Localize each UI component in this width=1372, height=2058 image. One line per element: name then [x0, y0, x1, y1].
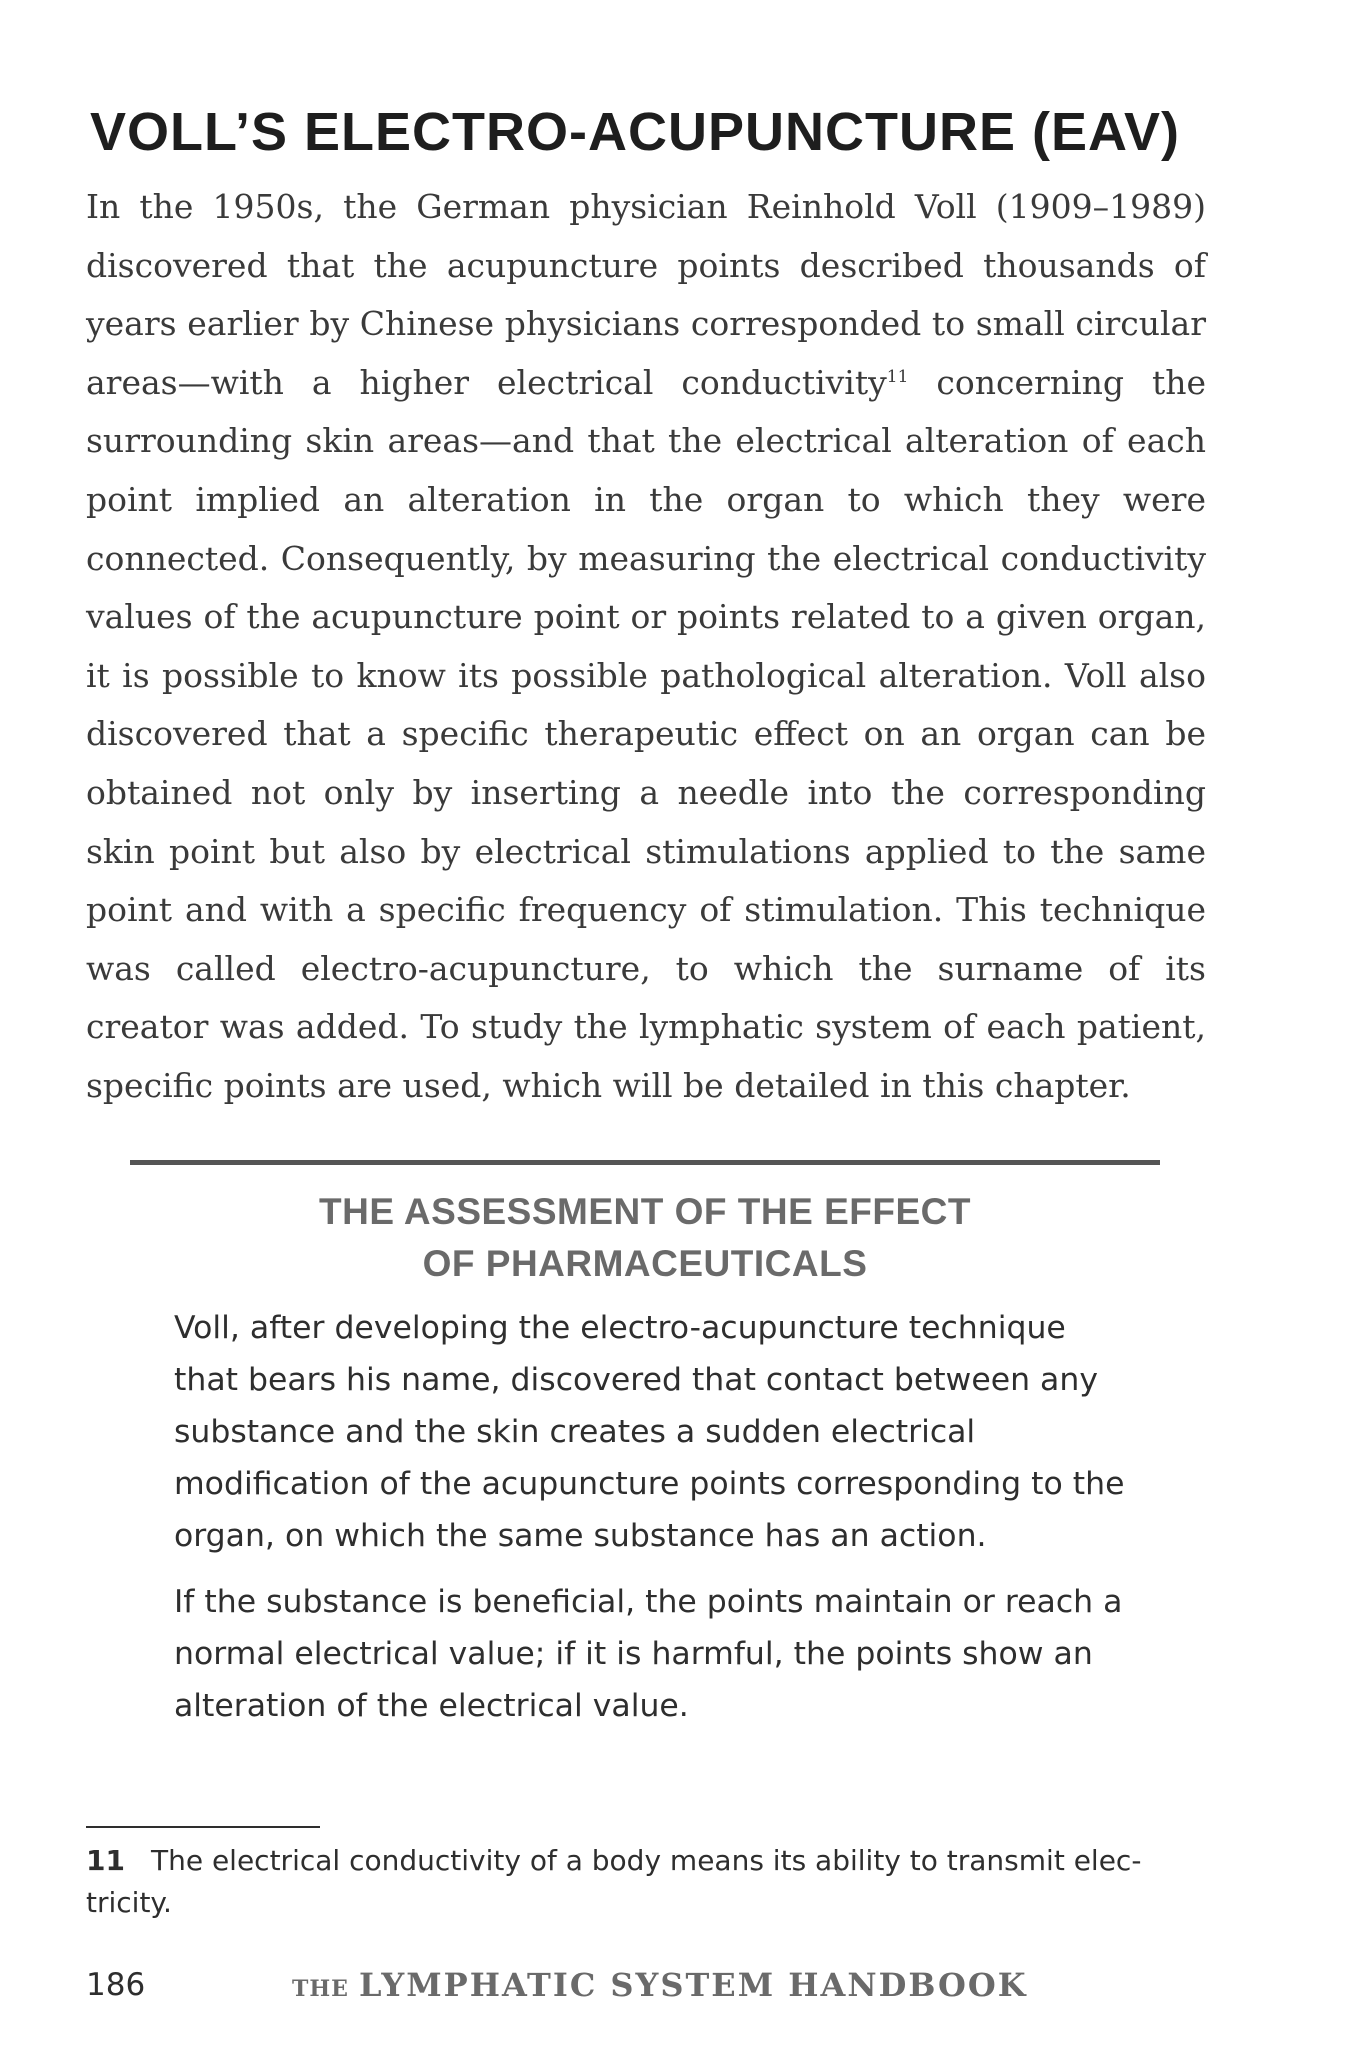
sidebar-title: [130, 1186, 1160, 1290]
sidebar-title-line-1: THE ASSESSMENT OF THE EFFECT: [319, 1191, 971, 1232]
section-title: VOLL’S ELECTRO-ACUPUNCTURE (EAV): [90, 102, 1181, 162]
sidebar-top-rule: [130, 1160, 1160, 1165]
running-footer: [86, 1960, 1206, 2010]
footnote-reference[interactable]: 11: [886, 366, 909, 387]
running-book-title: [292, 1960, 1028, 2014]
body-text-part-1: In the 1950s, the German physician Reinhold Voll (1909–1989) discovered that the acupuncture points described thousands of years earlier by Chinese physicians corresponded to small circular areas—with a higher electrical conductivity: [86, 187, 1206, 402]
sidebar-title-line-2: OF PHARMACEUTICALS: [422, 1243, 868, 1284]
footnote-text: The electrical conductivity of a body means its ability to transmit electricity.: [86, 1844, 1142, 1919]
book-title-main: LYMPHATIC SYSTEM HANDBOOK: [358, 1966, 1028, 2004]
footnote-number: 11: [86, 1844, 125, 1877]
footnote-separator: [86, 1826, 320, 1828]
footnote: [86, 1840, 1166, 1924]
sidebar-paragraph-2: If the substance is beneficial, the points maintain or reach a normal electrical value; if it is harmful, the points show an alteration of the electrical value.: [174, 1584, 1123, 1724]
section-body-paragraph: [86, 178, 1206, 1116]
body-text-part-2: concerning the surrounding skin areas—and that the electrical alteration of each point implied an alteration in the organ to which they were connected. Consequently, by measuring the electrical conductivity values of the acupuncture point or points related to a given organ, it is possible to know its possible pathological alteration. Voll also discovered that a specific therapeutic effect on an organ can be obtained not only by inserting a needle into the corresponding skin point but also by electrical stimulations applied to the same point and with a specific frequency of stimulation. This technique was called electro-acupuncture, to which the surname of its creator was added. To study the lymphatic system of each patient, specific points are used, which will be detailed in this chapter.: [86, 362, 1206, 1105]
page-number: 186: [86, 1967, 146, 2003]
book-title-prefix: THE: [292, 1976, 349, 2002]
sidebar-paragraph-1: Voll, after developing the electro-acupuncture technique that bears his name, discovered that contact between any substance and the skin creates a sudden electrical modification of the acupuncture points corresponding to the organ, on which the same substance has an action.: [174, 1310, 1125, 1554]
